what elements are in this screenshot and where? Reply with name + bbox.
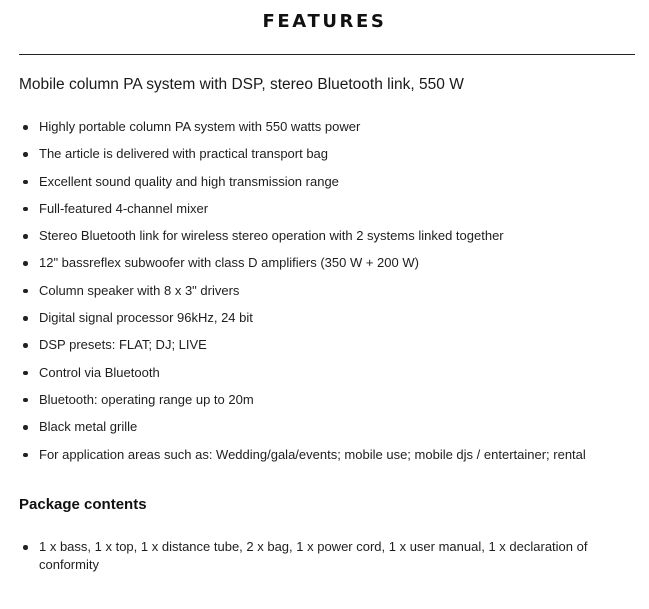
package-contents-list (19, 538, 619, 574)
feature-item: Full-featured 4-channel mixer (19, 200, 586, 227)
heading-divider (19, 54, 635, 55)
feature-item: 12" bassreflex subwoofer with class D amplifiers (350 W + 200 W) (19, 254, 586, 281)
feature-item: Highly portable column PA system with 550 watts power (19, 118, 586, 145)
package-item: 1 x bass, 1 x top, 1 x distance tube, 2 x bag, 1 x power cord, 1 x user manual, 1 x declaration of conformity (19, 538, 619, 574)
feature-item: Bluetooth: operating range up to 20m (19, 391, 586, 418)
feature-item: Stereo Bluetooth link for wireless stereo operation with 2 systems linked together (19, 227, 586, 254)
package-contents-heading: Package contents (19, 496, 147, 513)
features-heading: FEATURES (262, 11, 387, 32)
features-list (19, 118, 586, 473)
feature-item: Column speaker with 8 x 3" drivers (19, 282, 586, 309)
product-subtitle: Mobile column PA system with DSP, stereo Bluetooth link, 550 W (19, 76, 464, 93)
feature-item: The article is delivered with practical transport bag (19, 145, 586, 172)
feature-item: For application areas such as: Wedding/gala/events; mobile use; mobile djs / entertainer; rental (19, 446, 586, 473)
feature-item: Control via Bluetooth (19, 364, 586, 391)
feature-item: Excellent sound quality and high transmission range (19, 173, 586, 200)
feature-item: Digital signal processor 96kHz, 24 bit (19, 309, 586, 336)
feature-item: Black metal grille (19, 418, 586, 445)
feature-item: DSP presets: FLAT; DJ; LIVE (19, 336, 586, 363)
